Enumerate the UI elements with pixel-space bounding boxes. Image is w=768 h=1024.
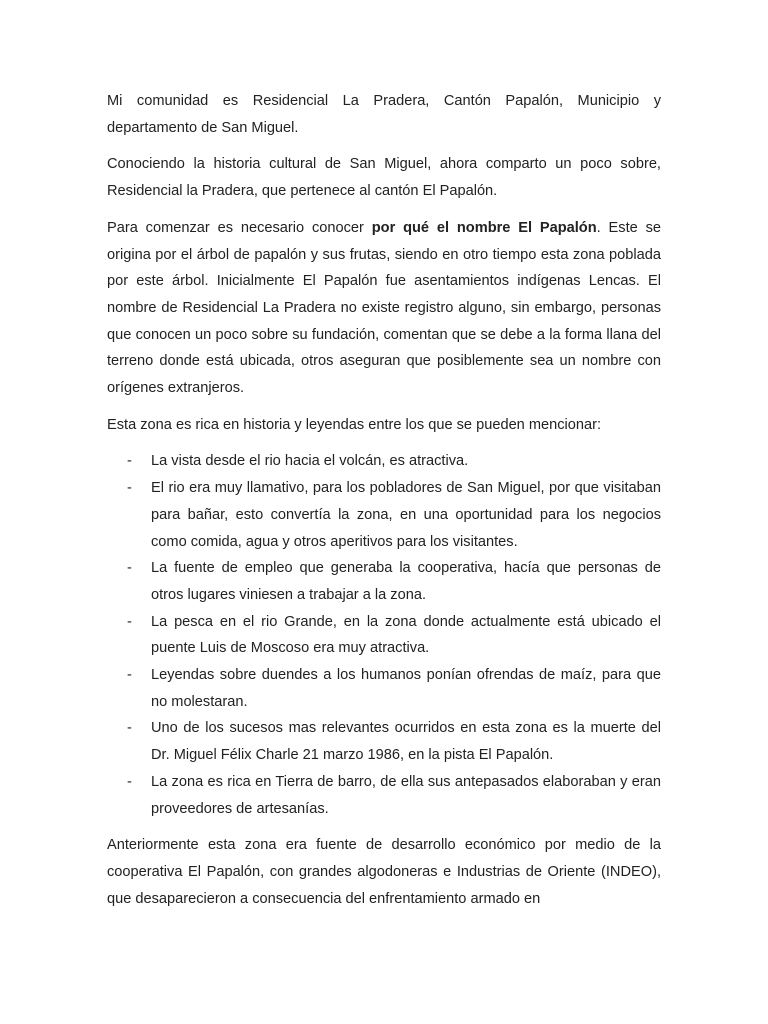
legends-list xyxy=(107,448,661,822)
name-origin-body-text: . Este se origina por el árbol de papalón y sus frutas, siendo en otro tiempo esta zona poblada por este árbol. Inicialmente El Papalón fue asentamientos indígenas Lencas. El nombre de Residencial La Pradera no existe registro alguno, sin embargo, personas que conocen un poco sobre su fundación, comentan que se debe a la forma llana del terreno donde está ubicada, otros aseguran que posiblemente sea un nombre con orígenes extranjeros. xyxy=(107,219,661,397)
list-item xyxy=(107,475,661,555)
name-origin-bold-text: por qué el nombre El Papalón xyxy=(371,219,597,236)
list-item xyxy=(107,555,661,608)
list-item xyxy=(107,609,661,662)
list-item-text: La fuente de empleo que generaba la cooperativa, hacía que personas de otros lugares viniesen a trabajar a la zona. xyxy=(151,560,661,603)
dash-bullet-icon: - xyxy=(127,773,132,790)
dash-bullet-icon: - xyxy=(127,560,132,577)
list-item xyxy=(107,769,661,822)
list-item-text: La zona es rica en Tierra de barro, de ella sus antepasados elaboraban y eran proveedores de artesanías. xyxy=(151,773,661,817)
list-item-text: La vista desde el rio hacia el volcán, es atractiva. xyxy=(151,453,469,470)
list-item-text: El rio era muy llamativo, para los pobladores de San Miguel, por que visitaban para bañar, esto convertía la zona, en una oportunidad para los negocios como comida, agua y otros aperitivos para los visitantes. xyxy=(151,480,661,550)
list-item-text: Uno de los sucesos mas relevantes ocurridos en esta zona es la muerte del Dr. Miguel Félix Charle 21 marzo 1986, en la pista El Papalón. xyxy=(151,720,661,764)
paragraph-intro: Mi comunidad es Residencial La Pradera, Cantón Papalón, Municipio y departamento de San Miguel. xyxy=(107,93,661,136)
list-item xyxy=(107,715,661,768)
paragraph-cultural-history: Conociendo la historia cultural de San Miguel, ahora comparto un poco sobre, Residencial la Pradera, que pertenece al cantón El Papalón. xyxy=(107,156,661,200)
list-item xyxy=(107,662,661,715)
name-origin-lead-text: Para comenzar es necesario conocer xyxy=(107,219,372,236)
paragraph-economic-history: Anteriormente esta zona era fuente de desarrollo económico por medio de la cooperativa El Papalón, con grandes algodoneras e Industrias de Oriente (INDEO), que desaparecieron a consecuencia del enfrentamiento armado en xyxy=(107,837,661,907)
paragraph-name-origin xyxy=(107,215,661,402)
dash-bullet-icon: - xyxy=(127,613,132,630)
list-item xyxy=(107,448,661,475)
document-page xyxy=(107,88,661,912)
dash-bullet-icon: - xyxy=(127,453,132,470)
dash-bullet-icon: - xyxy=(127,480,132,497)
list-item-text: La pesca en el rio Grande, en la zona donde actualmente está ubicado el puente Luis de Moscoso era muy atractiva. xyxy=(151,613,661,657)
paragraph-legends-intro: Esta zona es rica en historia y leyendas entre los que se pueden mencionar: xyxy=(107,416,602,433)
dash-bullet-icon: - xyxy=(127,667,132,684)
dash-bullet-icon: - xyxy=(127,720,132,737)
list-item-text: Leyendas sobre duendes a los humanos ponían ofrendas de maíz, para que no molestaran. xyxy=(151,667,661,710)
